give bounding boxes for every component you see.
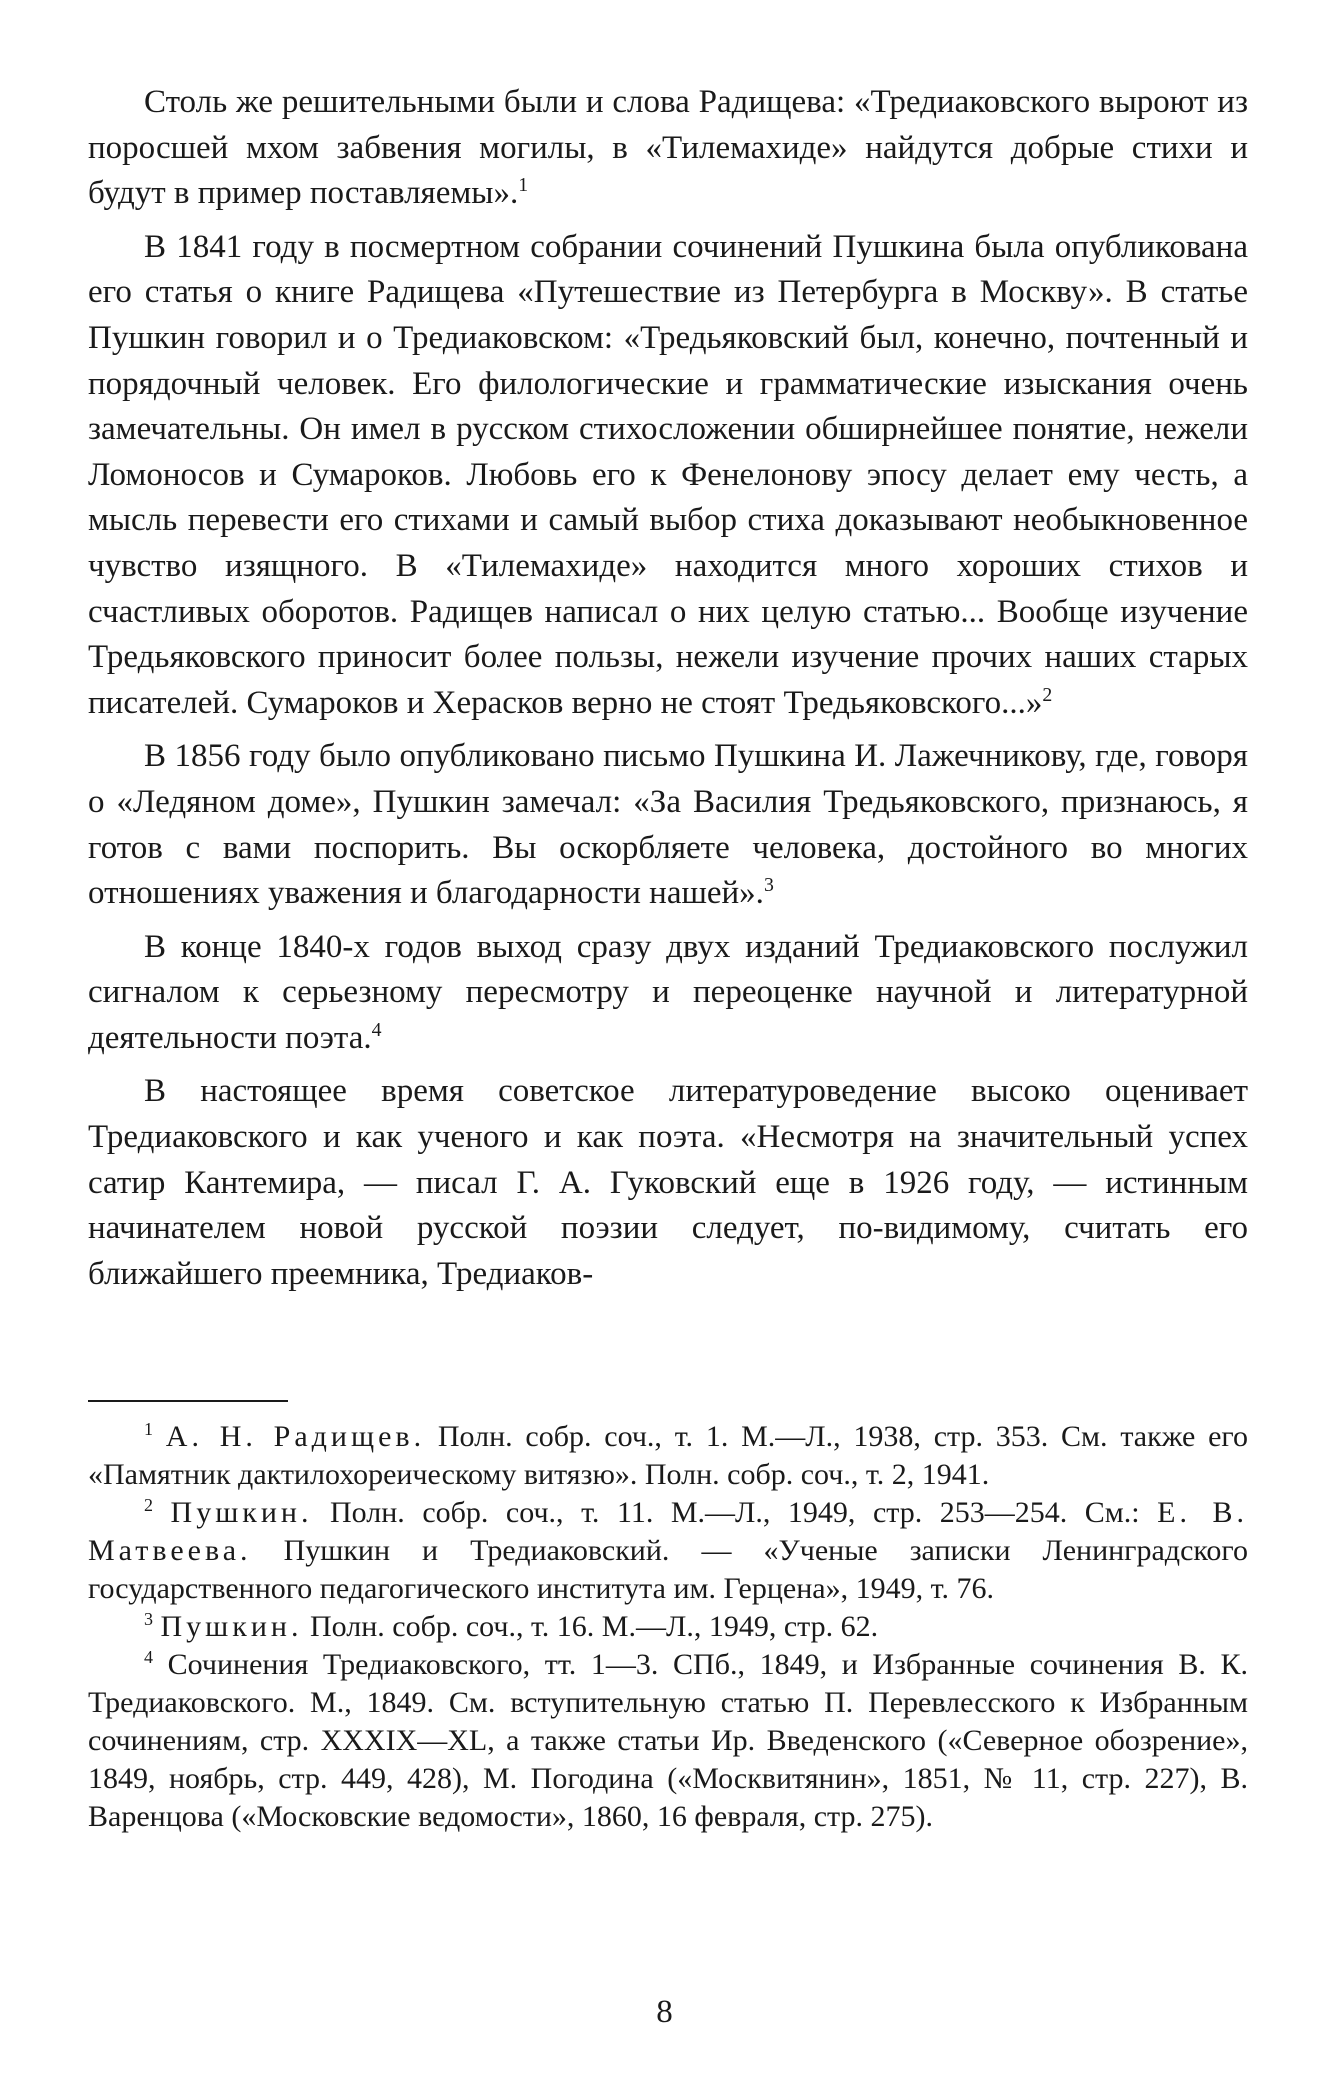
paragraph-text: В 1856 году было опубликовано письмо Пушкина И. Лажечникову, где, говоря о «Ледяном доме», Пушкин замечал: «За Василия Тредьяковского, признаюсь, я готов с вами поспорить. Вы оскорбляете человека, достойного во многих отношениях уважения и благодарности нашей». (88, 738, 1248, 912)
footnote-ref: 1 (518, 174, 529, 197)
footnote-4 (88, 1646, 1248, 1836)
footnote-3 (88, 1608, 1248, 1646)
page-number: 8 (656, 1994, 673, 2030)
footnote-text: Сочинения Тредиаковского, тт. 1—3. СПб., 1849, и Избранные сочинения В. К. Тредиаковского. М., 1849. См. вступительную статью П. Перевлесского к Избранным сочинениям, стр. XXXIX—XL, а также статьи Ир. Введенского («Северное обозрение», 1849, ноябрь, стр. 449, 428), М. Погодина («Москвитянин», 1851, № 11, стр. 227), В. Варенцова («Московские ведомости», 1860, 16 февраля, стр. 275). (88, 1648, 1248, 1833)
paragraph-text: В конце 1840-х годов выход сразу двух изданий Тредиаковского послужил сигналом к серьезному пересмотру и переоценке научной и литературной деятельности поэта. (88, 928, 1248, 1056)
paragraph-text: Столь же решительными были и слова Радищева: «Тредиаковского выроют из поросшей мхом забвения могилы, в «Тилемахиде» найдутся добрые стихи и будут в пример поставляемы». (88, 84, 1248, 212)
footnote-ref: 4 (371, 1018, 382, 1041)
footnote-text: Полн. собр. соч., т. 16. М.—Л., 1949, стр. 62. (302, 1610, 879, 1643)
footnotes (88, 1418, 1248, 1836)
footnote-text: Полн. собр. соч., т. 1. М.—Л., 1938, стр. 353. См. также его «Памятник дактилохореическому витязю». Полн. собр. соч., т. 2, 1941. (88, 1420, 1248, 1491)
footnote-ref: 3 (763, 874, 774, 897)
footnote-mark: 2 (144, 1495, 153, 1515)
footnote-author: Пушкин. (170, 1496, 313, 1529)
paragraph-3 (88, 734, 1248, 916)
footnote-author: Пушкин. (160, 1610, 303, 1643)
footnote-mark: 1 (144, 1419, 153, 1439)
footnote-divider (88, 1400, 288, 1402)
footnote-text: Полн. собр. соч., т. 11. М.—Л., 1949, стр. 253—254. См.: (312, 1496, 1158, 1529)
footnote-text-secondary: Пушкин и Тредиаковский. — «Ученые записки Ленинградского государственного педагогического института им. Герцена», 1949, т. 76. (88, 1534, 1248, 1605)
paragraph-1 (88, 80, 1248, 217)
paragraph-4 (88, 925, 1248, 1062)
paragraph-5 (88, 1069, 1248, 1297)
footnote-1 (88, 1418, 1248, 1494)
footnote-author-secondary: Е. В. Матвеева. (88, 1496, 1248, 1567)
footnote-2 (88, 1494, 1248, 1608)
footnote-mark: 4 (144, 1647, 153, 1667)
paragraph-text: В 1841 году в посмертном собрании сочинений Пушкина была опубликована его статья о книге Радищева «Путешествие из Петербурга в Москву». В статье Пушкин говорил и о Тредиаковском: «Тредьяковский был, конечно, почтенный и порядочный человек. Его филологические и грамматические изыскания очень замечательны. Он имел в русском стихосложении обширнейшее понятие, нежели Ломоносов и Сумароков. Любовь его к Фенелонову эпосу делает ему честь, а мысль перевести его стихами и самый выбор стиха доказывают необыкновенное чувство изящного. В «Тилемахиде» находится много хороших стихов и счастливых оборотов. Радищев написал о них целую статью... Вообще изучение Тредьяковского приносит более пользы, нежели изучение прочих наших старых писателей. Сумароков и Херасков верно не стоят Тредьяковского...» (88, 228, 1248, 721)
footnote-ref: 2 (1042, 683, 1053, 706)
footnote-mark: 3 (144, 1609, 153, 1629)
paragraph-text: В настоящее время советское литературоведение высоко оценивает Тредиаковского и как ученого и как поэта. «Несмотря на значительный успех сатир Кантемира, — писал Г. А. Гуковский еще в 1926 году, — истинным начинателем новой русской поэзии следует, по-видимому, считать его ближайшего преемника, Тредиаков- (88, 1073, 1248, 1292)
footnote-author: А. Н. Радищев. (165, 1420, 426, 1453)
paragraph-2 (88, 225, 1248, 727)
main-text (88, 80, 1248, 1305)
